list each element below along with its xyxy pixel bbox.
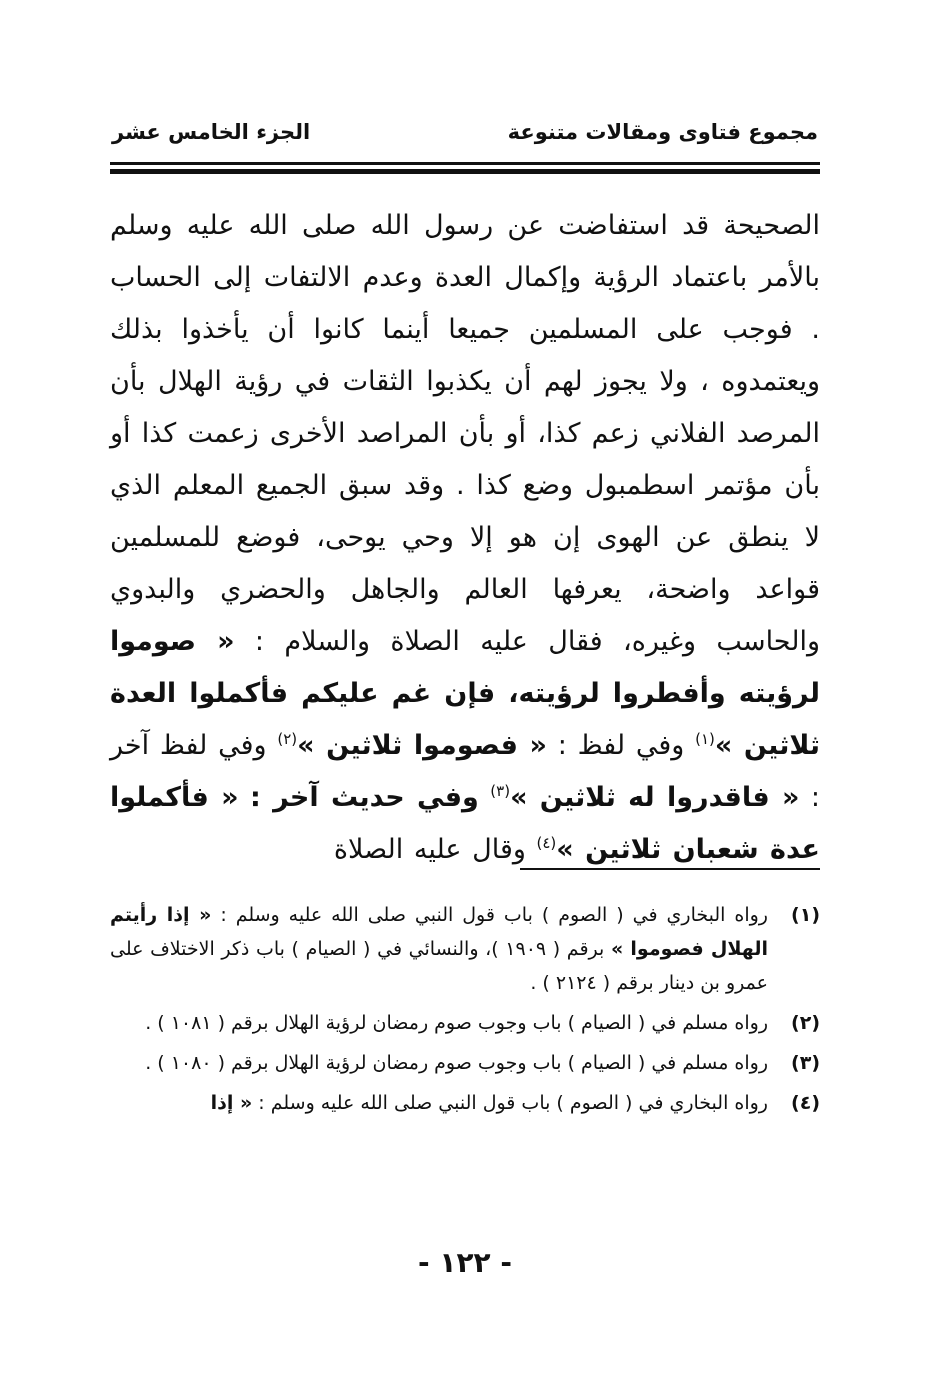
footnote-item — [110, 1006, 820, 1040]
hadith-quote: « فاقدروا له ثلاثين » — [510, 782, 800, 813]
footnote-item — [110, 1046, 820, 1080]
footnote-ref: (٣) — [490, 782, 511, 800]
hadith-quote: « صوموا لرؤيته وأفطروا لرؤيته، فإن غم عليكم فأكملوا العدة ثلاثين » — [110, 626, 820, 761]
footnote-separator — [520, 868, 820, 870]
footnote-number: (٣) — [791, 1052, 820, 1074]
footnote-text: برقم ( ١٩٠٩ )، والنسائي في ( الصيام ) باب ذكر الاختلاف على عمرو بن دينار برقم ( ٢١٢٤ ) . — [110, 938, 768, 994]
footnote-text: رواه البخاري في ( الصوم ) باب قول النبي صلى الله عليه وسلم : — [258, 1092, 768, 1114]
page-number: - ١٢٢ - — [417, 1246, 513, 1279]
footnote-ref: (١) — [695, 730, 715, 748]
footnote-quote: « إذا رأيتم الهلال فصوموا » — [110, 904, 768, 960]
hadith-quote: « فأكملوا عدة شعبان ثلاثين » — [110, 782, 820, 865]
footnote-item — [110, 1086, 820, 1120]
footnote-ref: (٤) — [536, 834, 557, 852]
footnote-text: رواه البخاري في ( الصوم ) باب قول النبي صلى الله عليه وسلم : — [220, 904, 768, 926]
body-text-segment: وفي لفظ آخر : — [110, 730, 820, 813]
footnote-text: رواه مسلم في ( الصيام ) باب وجوب صوم رمضان لرؤية الهلال برقم ( ١٠٨١ ) . — [145, 1012, 768, 1034]
book-title: مجموع فتاوى ومقالات متنوعة — [507, 120, 818, 144]
body-paragraph — [110, 200, 820, 876]
running-header — [110, 120, 820, 150]
book-page — [110, 108, 820, 1278]
footnote-text: رواه مسلم في ( الصيام ) باب وجوب صوم رمضان لرؤية الهلال برقم ( ١٠٨٠ ) . — [145, 1052, 768, 1074]
header-rule-thick — [110, 169, 820, 174]
footnote-quote: « إذا — [210, 1092, 253, 1114]
hadith-quote: « فصوموا ثلاثين » — [297, 730, 547, 761]
body-text-segment: وقال عليه الصلاة — [333, 834, 526, 865]
header-rule-thin — [110, 162, 820, 165]
body-text-segment: وفي لفظ : — [557, 730, 685, 761]
footnote-item — [110, 898, 820, 1000]
footnote-number: (٢) — [791, 1012, 820, 1034]
footnote-number: (٤) — [791, 1092, 820, 1114]
volume-label: الجزء الخامس عشر — [112, 120, 311, 144]
footnote-number: (١) — [791, 904, 820, 926]
footnote-ref: (٢) — [277, 730, 298, 748]
body-text-segment: وفي حديث آخر : — [250, 782, 479, 813]
body-text-segment: الصحيحة قد استفاضت عن رسول الله صلى الله عليه وسلم بالأمر باعتماد الرؤية وإكمال العدة وعدم الالتفات إلى الحساب . فوجب على المسلمين جميعا أينما كانوا أن يأخذوا بذلك ويعتمدوه ، ولا يجوز لهم أن يكذبوا الثقات في رؤية الهلال بأن المرصد الفلاني زعم كذا، أو بأن المراصد الأخرى زعمت كذا أو بأن مؤتمر اسطمبول وضع كذا . وقد سبق الجميع المعلم الذي لا ينطق عن الهوى إن هو إلا وحي يوحى، فوضع للمسلمين قواعد واضحة، يعرفها العالم والجاهل والحضري والبدوي والحاسب وغيره، فقال عليه الصلاة والسلام : — [110, 210, 820, 657]
footnotes — [110, 898, 820, 1126]
